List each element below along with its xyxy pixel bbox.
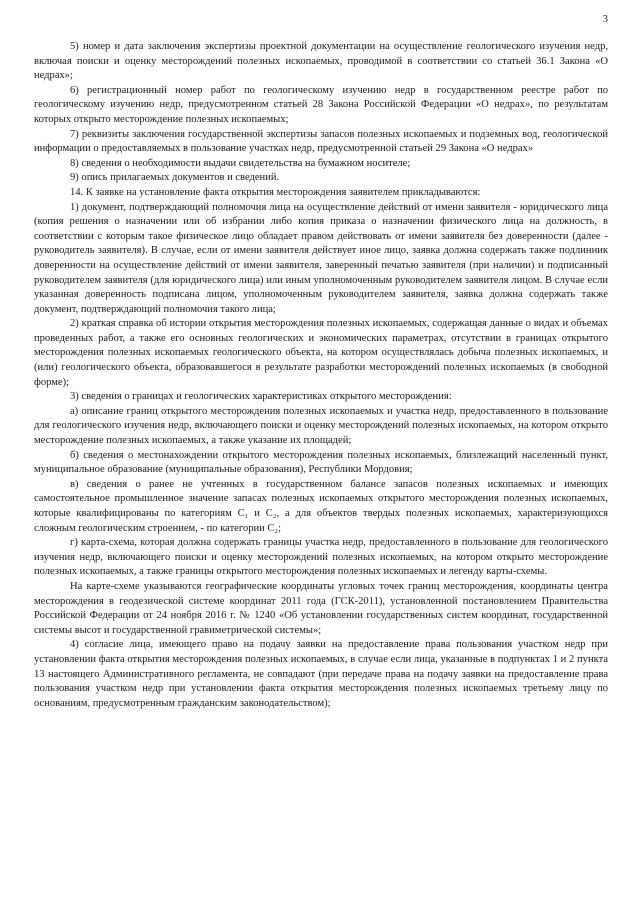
paragraph-item-7: 7) реквизиты заключения государственной экспертизы запасов полезных ископаемых и подземных вод, геологической информации о предоставляемых в пользование участках недр, предусмотренной статьей 29 Закона «О недрах»	[34, 128, 608, 155]
paragraph-item-6: 6) регистрационный номер работ по геологическому изучению недр в государственном реестре работ по геологическому изучению недр, предусмотренном статьей 28 Закона Российской Федерации «О недрах», по результатам которых открыто месторождение полезных ископаемых;	[34, 84, 608, 125]
paragraph-map-coordinates: На карте-схеме указываются географические координаты угловых точек границ месторождения, координаты центра месторождения в геодезической системе координат 2011 года (ГСК-2011), установленной постановлением Правительства Российской Федерации от 24 ноября 2016 г. № 1240 «Об установлении государственных систем координат, государственной системы высот и государственной гравиметрической системы»;	[34, 580, 608, 636]
paragraph-subitem-g: г) карта-схема, которая должна содержать границы участка недр, предоставленного в пользование для геологического изучения недр, включающего поиски и оценку месторождений полезных ископаемых, на котором открыто месторождение полезных ископаемых, а также границы открытого месторождения полезных ископаемых и легенду карты-схемы.	[34, 537, 608, 578]
paragraph-section-14: 14. К заявке на установление факта открытия месторождения заявителем прикладываются:	[70, 186, 481, 198]
paragraph-item-5: 5) номер и дата заключения экспертизы проектной документации на осуществление геологического изучения недр, включая поиски и оценку месторождений полезных ископаемых, проводимой в соответствии со статьей 36.1 Закона «О недрах»;	[34, 41, 608, 82]
paragraph-subitem-a: а) описание границ открытого месторождения полезных ископаемых и участка недр, предоставленного в пользование для геологического изучения недр, включающего поиски и оценку месторождений полезных ископаемых, на котором открыто месторождение полезных ископаемых, а также указание их площадей;	[34, 405, 608, 447]
paragraph-item-8: 8) сведения о необходимости выдачи свидетельства на бумажном носителе;	[70, 157, 411, 169]
paragraph-subitem-b: б) сведения о местонахождении открытого месторождения полезных ископаемых, близлежащий населенный пункт, муниципальное образование (муниципальные образования), Республики Мордовия;	[34, 449, 608, 476]
paragraph-item-9: 9) опись прилагаемых документов и сведений.	[70, 172, 280, 184]
page-number: 3	[602, 14, 608, 25]
paragraph-attachment-2: 2) краткая справка об истории открытия месторождения полезных ископаемых, содержащая данные о видах и объемах проведенных работ, а также его основных геологических и экономических параметрах, отсутствии в границах открытого месторождения полезных ископаемых геологического объекта, на котором осуществлялась добыча полезных ископаемых, и (или) геологического объекта, образовавшегося в результате разработки месторождений полезных ископаемых (в свободной форме);	[34, 318, 608, 388]
paragraph-attachment-1: 1) документ, подтверждающий полномочия лица на осуществление действий от имени заявителя - юридического лица (копия решения о назначении или об избрании либо копия приказа о назначении физического лица на должность, в соответствии с которым такое физическое лицо обладает правом действовать от имени заявителя без доверенности (далее - руководитель заявителя). В случае, если от имени заявителя действует иное лицо, заявка должна содержать также подлинник доверенности на осуществление действий от имени заявителя, заверенный печатью заявителя (при наличии) и подписанный руководителем заявителя (для юридического лица) или иным уполномоченным руководителем заявителя лицом. В случае если указанная доверенность подписана лицом, уполномоченным руководителем заявителя, заявка должна содержать также документ, подтверждающий полномочия такого лица;	[34, 201, 608, 315]
paragraph-attachment-4: 4) согласие лица, имеющего право на подачу заявки на предоставление права пользования участком недр при установлении факта открытия месторождения полезных ископаемых, в случае если лица, указанные в подпунктах 1 и 2 пункта 13 настоящего Административного регламента, не совпадают (при передаче права на подачу заявки на предоставление права пользования участком недр при установлении факта открытия месторождения полезных ископаемых третьему лицу по основаниям, предусмотренным гражданским законодательством);	[34, 639, 608, 709]
paragraph-attachment-3: 3) сведения о границах и геологических характеристиках открытого месторождения:	[70, 391, 452, 403]
paragraph-subitem-v: в) сведения о ранее не учтенных в государственном балансе запасов полезных ископаемых и имеющих самостоятельное промышленное значение запасах полезных ископаемых открытого месторождения полезных ископаемых, которые квалифицированы по категориям С₁ и С₂, а для объектов твердых полезных ископаемых, характеризующихся сложным геологическим строением, - по категории С₂;	[34, 478, 608, 534]
